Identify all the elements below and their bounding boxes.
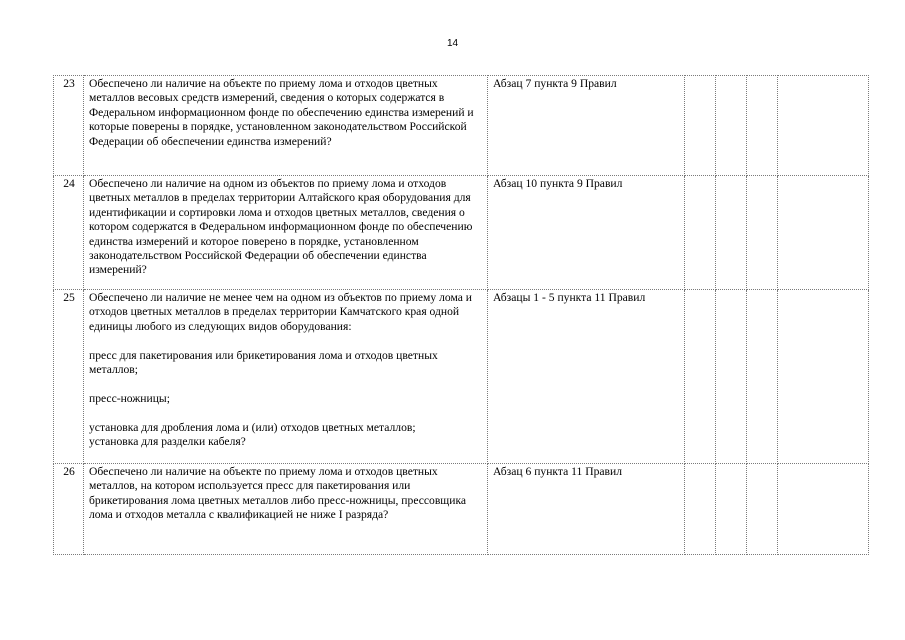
requirement-question (84, 76, 488, 176)
question-option: пресс для пакетирования или брикетирования лома и отходов цветных металлов; (89, 348, 438, 377)
answer-cell-yes[interactable] (685, 290, 716, 464)
answer-cell-na[interactable] (747, 290, 778, 464)
note-cell[interactable] (778, 76, 869, 176)
requirement-question (84, 464, 488, 555)
table-row (54, 76, 869, 176)
answer-cell-no[interactable] (716, 76, 747, 176)
answer-cell-no[interactable] (716, 176, 747, 290)
note-cell[interactable] (778, 290, 869, 464)
answer-cell-yes[interactable] (685, 464, 716, 555)
legal-reference: Абзац 10 пункта 9 Правил (488, 176, 685, 290)
legal-reference: Абзац 6 пункта 11 Правил (488, 464, 685, 555)
answer-cell-na[interactable] (747, 76, 778, 176)
legal-reference: Абзацы 1 - 5 пункта 11 Правил (488, 290, 685, 464)
question-text: Обеспечено ли наличие на объекте по приему лома и отходов цветных металлов весовых средств измерений, сведения о которых содержатся в Федеральном информационном фонде по обеспечению единства измерений и которые поверены в порядке, установленном законодательством Российской Федерации об обеспечении единства измерений? (89, 77, 474, 148)
note-cell[interactable] (778, 176, 869, 290)
answer-cell-yes[interactable] (685, 176, 716, 290)
row-number: 24 (54, 176, 84, 290)
answer-cell-na[interactable] (747, 176, 778, 290)
question-text: Обеспечено ли наличие на одном из объектов по приему лома и отходов цветных металлов в пределах территории Алтайского края оборудования для идентификации и сортировки лома и отходов цветных металлов, сведения о котором содержатся в Федеральном информационном фонде по обеспечению единства измерений и которое поверено в порядке, установленном законодательством Российской Федерации об обеспечении единства измерений? (89, 177, 473, 277)
row-number: 23 (54, 76, 84, 176)
table-row (54, 176, 869, 290)
question-text: Обеспечено ли наличие на объекте по приему лома и отходов цветных металлов, на котором используется пресс для пакетирования или брикетирования лома цветных металлов либо пресс-ножницы, прессовщика лома и отходов металла с квалификацией не ниже I разряда? (89, 465, 467, 522)
answer-cell-no[interactable] (716, 290, 747, 464)
checklist-table (53, 75, 869, 555)
requirement-question (84, 176, 488, 290)
row-number: 25 (54, 290, 84, 464)
question-option: установка для дробления лома и (или) отходов цветных металлов; (89, 420, 416, 434)
answer-cell-no[interactable] (716, 464, 747, 555)
legal-reference: Абзац 7 пункта 9 Правил (488, 76, 685, 176)
answer-cell-yes[interactable] (685, 76, 716, 176)
answer-cell-na[interactable] (747, 464, 778, 555)
requirement-question (84, 290, 488, 464)
page-number: 14 (446, 38, 459, 49)
table-row (54, 464, 869, 555)
note-cell[interactable] (778, 464, 869, 555)
question-option: пресс-ножницы; (89, 391, 170, 405)
question-option: установка для разделки кабеля? (89, 435, 246, 449)
table-row (54, 290, 869, 464)
row-number: 26 (54, 464, 84, 555)
question-text: Обеспечено ли наличие не менее чем на одном из объектов по приему лома и отходов цветных металлов в пределах территории Камчатского края одной единицы любого из следующих видов оборудования: (89, 291, 472, 333)
